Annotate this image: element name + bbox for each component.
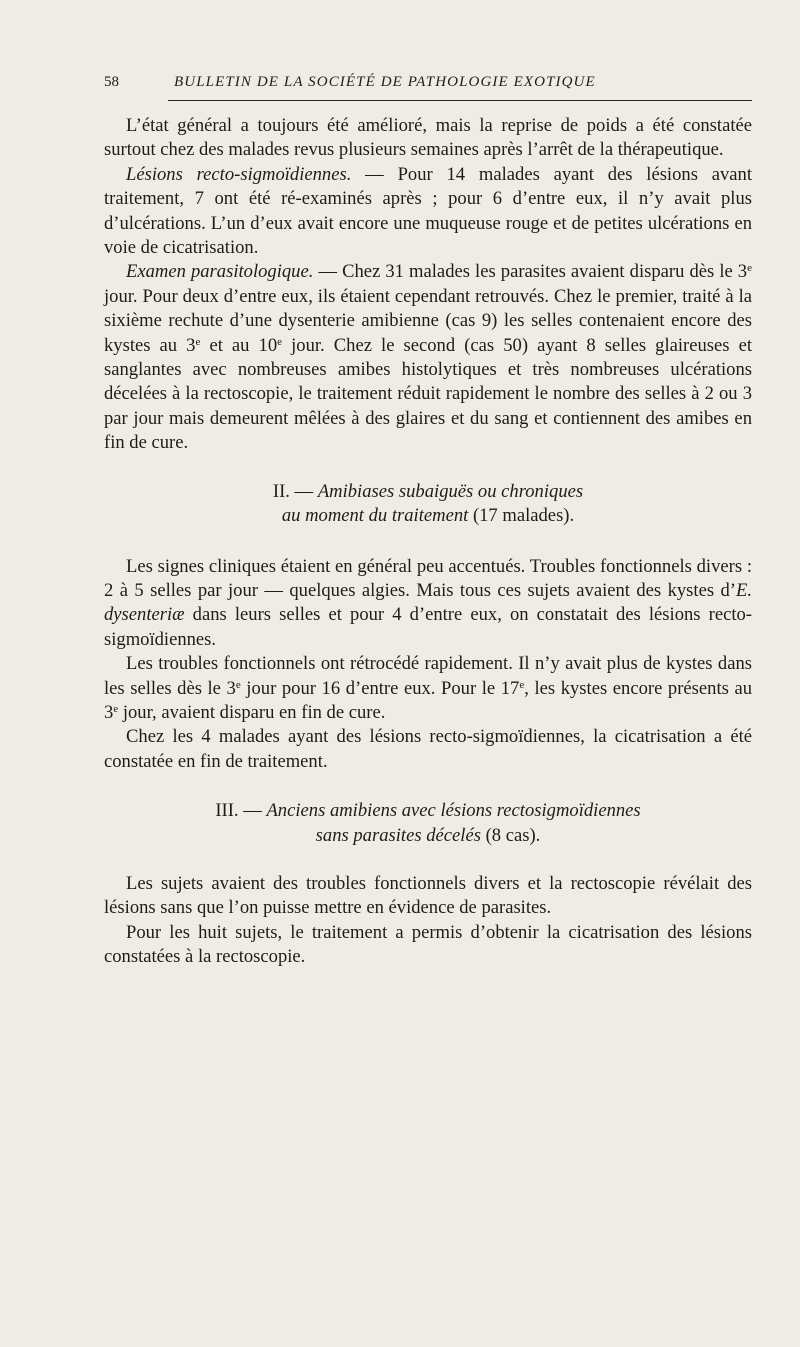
paragraph-lesions	[104, 163, 752, 261]
parasitology-text-b: jour. Pour deux d’entre eux, ils étaient cependant retrouvés. Chez le premier, traité à la sixième rechute d’une dysenterie amibienne (cas 9) les selles contenaient encore des kystes au 3	[104, 285, 752, 356]
journal-title: BULLETIN DE LA SOCIÉTÉ DE PATHOLOGIE EXOTIQUE	[174, 74, 596, 90]
paragraph-functional-troubles	[104, 652, 752, 725]
clinical-text-a: Les signes cliniques étaient en général peu accentués. Troubles fonctionnels divers : 2 à 5 selles par jour — quelques algies. Mais tous ces sujets avaient des kystes d’	[104, 555, 752, 601]
section-ii-count: (17 malades).	[468, 505, 575, 527]
section-iii-count: (8 cas).	[480, 824, 541, 846]
lesions-label: Lésions recto-sigmoïdiennes.	[126, 163, 352, 185]
troubles-text-a: Les troubles fonctionnels ont rétrocédé rapidement. Il n’y avait plus de kystes dans les selles dès le 3	[104, 653, 752, 699]
section-iii-title-line2: sans parasites décelés	[315, 824, 481, 846]
paragraph-clinical-signs	[104, 555, 752, 653]
paragraph-cicatrisation: Chez les 4 malades ayant des lésions recto-sigmoïdiennes, la cicatrisation a été constatée en fin de traitement.	[104, 726, 752, 772]
troubles-text-b: jour pour 16 d’entre eux. Pour le 17	[240, 677, 520, 699]
superscript: e	[277, 335, 283, 348]
troubles-text-c: , les kystes encore présents au 3	[104, 677, 752, 723]
superscript: e	[113, 702, 119, 715]
header-rule	[168, 100, 752, 101]
section-heading-ii	[104, 480, 752, 529]
section-heading-iii	[104, 799, 752, 848]
paragraph-parasitology	[104, 260, 752, 455]
section-iii-number: III. —	[215, 800, 267, 822]
parasitology-text-c: et au 10	[200, 334, 278, 356]
lesions-text: — Pour 14 malades ayant des lésions avant traitement, 7 ont été ré-examinés après ; pour 6 d’entre eux, il n’y avait plus d’ulcérations. L’un d’eux avait encore une muqueuse rouge et de petites ulcérations en voie de cicatrisation.	[104, 163, 752, 259]
paragraph-subjects: Les sujets avaient des troubles fonctionnels divers et la rectoscopie révélait des lésions sans que l’on puisse mettre en évidence de parasites.	[104, 872, 752, 919]
section-ii-number: II. —	[272, 480, 318, 502]
clinical-text-b: dans leurs selles et pour 4 d’entre eux, on constatait des lésions recto-sigmoïdiennes.	[104, 604, 752, 650]
troubles-text-d: jour, avaient disparu en fin de cure.	[118, 701, 386, 723]
section-ii-title-line2: au moment du traitement	[281, 505, 469, 527]
page-number: 58	[104, 74, 119, 90]
paragraph-treatment-result: Pour les huit sujets, le traitement a permis d’obtenir la cicatrisation des lésions constatées à la rectoscopie.	[104, 921, 752, 968]
section-iii-title-line1: Anciens amibiens avec lésions rectosigmoïdiennes	[266, 800, 641, 822]
species-name: E. dysenteriæ	[104, 579, 752, 626]
parasitology-text-a: — Chez 31 malades les parasites avaient disparu dès le 3	[313, 261, 748, 283]
parasitology-label: Examen parasitologique.	[126, 261, 314, 283]
superscript: e	[747, 262, 752, 275]
parasitology-text-d: jour. Chez le second (cas 50) ayant 8 selles glaireuses et sanglantes avec nombreuses amibes histolytiques et très nombreuses ulcérations décelées à la rectoscopie, le traitement réduit rapidement le nombre des selles à 2 ou 3 par jour mais demeurent mêlées à des glaires et du sang et contiennent des amibes en fin de cure.	[104, 334, 752, 454]
running-head	[104, 74, 752, 96]
superscript: e	[519, 678, 525, 691]
paragraph-general-state: L’état général a toujours été amélioré, mais la reprise de poids a été constatée surtout chez des malades revus plusieurs semaines après l’arrêt de la thérapeutique.	[104, 115, 752, 161]
superscript: e	[195, 335, 201, 348]
superscript: e	[235, 678, 241, 691]
section-ii-title-line1: Amibiases subaiguës ou chroniques	[317, 480, 584, 502]
article-body	[104, 114, 752, 970]
